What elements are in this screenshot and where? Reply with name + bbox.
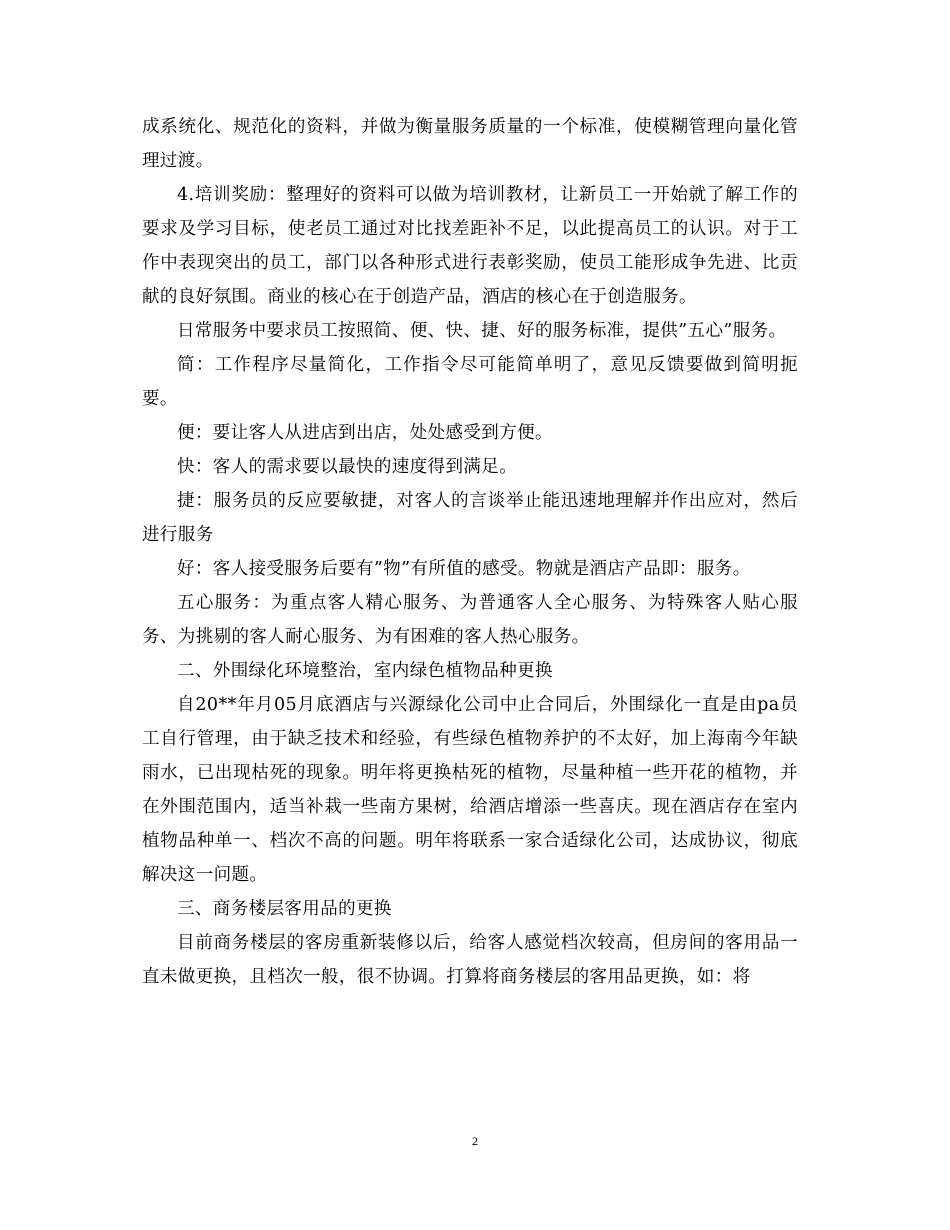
paragraph-11: 自20**年月05月底酒店与兴源绿化公司中止合同后，外围绿化一直是由pa员工自行管理，由于缺乏技术和经验，有些绿色植物养护的不太好，加上海南今年缺雨水，已出现枯死的现象。明年将更换枯死的植物，尽量种植一些开花的植物，并在外围范围内，适当补栽一些南方果树，给酒店增添一些喜庆。现在酒店存在室内植物品种单一、档次不高的问题。明年将联系一家合适绿化公司，达成协议，彻底解决这一问题。 <box>142 695 798 885</box>
section-heading-2: 二、外围绿化环境整治，室内绿色植物品种更换 <box>177 661 553 681</box>
paragraph-7: 捷：服务员的反应要敏捷，对客人的言谈举止能迅速地理解并作出应对，然后进行服务 <box>142 491 798 545</box>
paragraph-5: 便：要让客人从进店到出店，处处感受到方便。 <box>177 423 553 443</box>
paragraph-13: 目前商务楼层的客房重新装修以后，给客人感觉档次较高，但房间的客用品一直未做更换，且档次一般，很不协调。打算将商务楼层的客用品更换，如：将 <box>142 933 798 987</box>
paragraph-6: 快：客人的需求要以最快的速度得到满足。 <box>177 457 518 477</box>
paragraph-4: 简：工作程序尽量简化，工作指令尽可能简单明了，意见反馈要做到简明扼要。 <box>142 355 798 409</box>
paragraph-8: 好：客人接受服务后要有”物”有所值的感受。物就是酒店产品即：服务。 <box>177 559 751 579</box>
page-number: 2 <box>472 1134 478 1148</box>
document-body <box>142 110 798 994</box>
section-heading-3: 三、商务楼层客用品的更换 <box>177 899 392 919</box>
paragraph-9: 五心服务：为重点客人精心服务、为普通客人全心服务、为特殊客人贴心服务、为挑剔的客人耐心服务、为有困难的客人热心服务。 <box>142 593 798 647</box>
paragraph-2: 4.培训奖励：整理好的资料可以做为培训教材，让新员工一开始就了解工作的要求及学习目标，使老员工通过对比找差距补不足，以此提高员工的认识。对于工作中表现突出的员工，部门以各种形式进行表彰奖励，使员工能形成争先进、比贡献的良好氛围。商业的核心在于创造产品，酒店的核心在于创造服务。 <box>142 185 798 307</box>
paragraph-3: 日常服务中要求员工按照简、便、快、捷、好的服务标准，提供”五心”服务。 <box>177 321 787 341</box>
paragraph-1: 成系统化、规范化的资料，并做为衡量服务质量的一个标准，使模糊管理向量化管理过渡。 <box>142 117 798 171</box>
